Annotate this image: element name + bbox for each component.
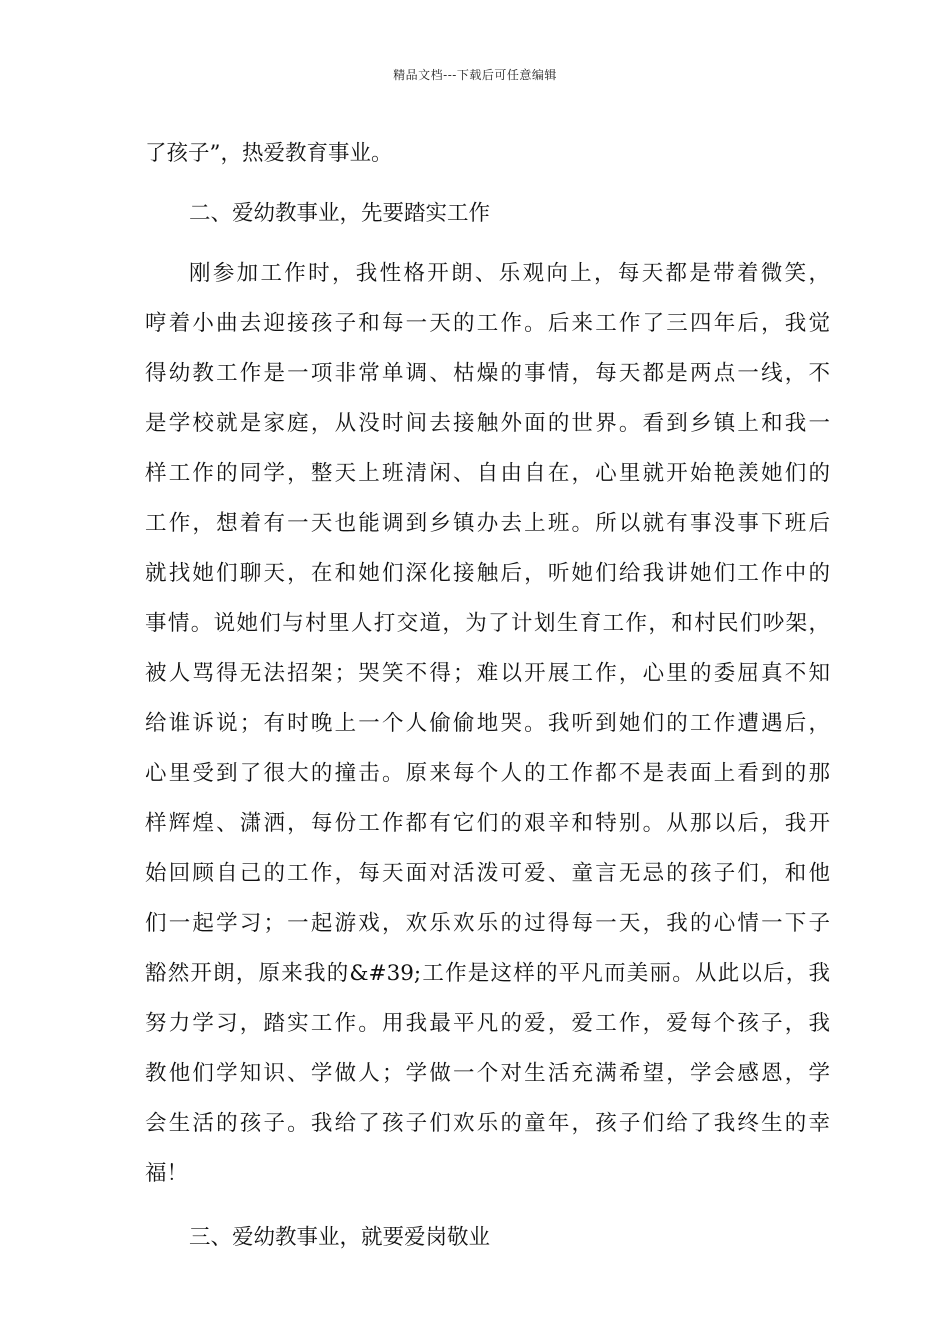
text-line: 心里受到了很大的撞击。原来每个人的工作都不是表面上看到的那 <box>145 761 830 786</box>
page-header: 精品文档---下载后可任意编辑 <box>393 68 557 82</box>
text-line: 就找她们聊天，在和她们深化接触后，听她们给我讲她们工作中的 <box>145 561 830 586</box>
section-heading: 三、爱幼教事业，就要爱岗敬业 <box>189 1225 491 1250</box>
text-line: 是学校就是家庭，从没时间去接触外面的世界。看到乡镇上和我一 <box>145 411 830 436</box>
text-line: 努力学习，踏实工作。用我最平凡的爱，爱工作，爱每个孩子，我 <box>145 1011 830 1036</box>
text-line: 样工作的同学，整天上班清闲、自由自在，心里就开始艳羡她们的 <box>145 461 830 486</box>
text-line: 们一起学习；一起游戏，欢乐欢乐的过得每一天，我的心情一下子 <box>145 911 830 936</box>
text-line: 始回顾自己的工作，每天面对活泼可爱、童言无忌的孩子们，和他 <box>145 861 830 886</box>
text-line: 会生活的孩子。我给了孩子们欢乐的童年，孩子们给了我终生的幸 <box>145 1111 830 1136</box>
text-line: 事情。说她们与村里人打交道，为了计划生育工作，和村民们吵架， <box>145 611 830 636</box>
text-line: 给谁诉说；有时晚上一个人偷偷地哭。我听到她们的工作遭遇后， <box>145 711 830 736</box>
text-line: 豁然开朗，原来我的&#39;工作是这样的平凡而美丽。从此以后，我 <box>145 961 830 986</box>
section-heading: 二、爱幼教事业，先要踏实工作 <box>189 201 491 226</box>
text-line: 哼着小曲去迎接孩子和每一天的工作。后来工作了三四年后，我觉 <box>145 311 830 336</box>
text-line: 教他们学知识、学做人；学做一个对生活充满希望，学会感恩，学 <box>145 1061 830 1086</box>
document-body <box>145 129 830 1263</box>
text-line: 被人骂得无法招架；哭笑不得；难以开展工作，心里的委屈真不知 <box>145 661 830 686</box>
paragraph-first-line: 刚参加工作时，我性格开朗、乐观向上，每天都是带着微笑， <box>189 261 830 286</box>
text-line: 得幼教工作是一项非常单调、枯燥的事情，每天都是两点一线，不 <box>145 361 830 386</box>
text-line: 样辉煌、潇洒，每份工作都有它们的艰辛和特别。从那以后，我开 <box>145 811 830 836</box>
text-line: 工作，想着有一天也能调到乡镇办去上班。所以就有事没事下班后 <box>145 511 830 536</box>
text-line: 福！ <box>145 1161 189 1186</box>
text-line: 了孩子”，热爱教育事业。 <box>145 141 393 166</box>
